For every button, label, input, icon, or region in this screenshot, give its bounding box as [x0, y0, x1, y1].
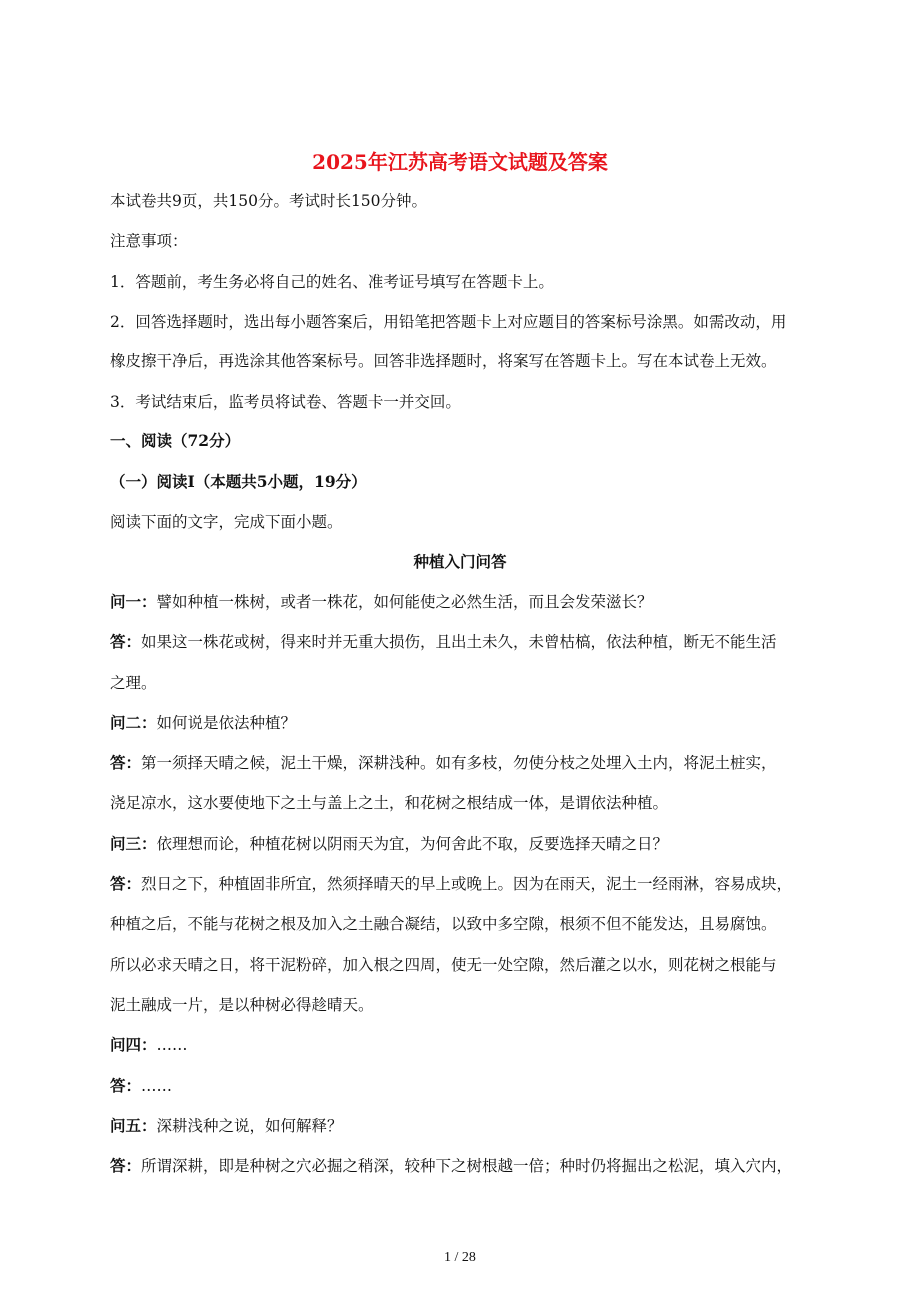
qa-text: 之理。 [110, 674, 157, 692]
qa-label: 答： [110, 874, 142, 893]
qa-text: 譬如种植一株树，或者一株花，如何能使之必然生活，而且会发荣滋长？ [156, 593, 653, 611]
section-heading: 一、阅读（72分） [110, 431, 241, 450]
qa-item [110, 753, 777, 773]
notice-item-2: 2．回答选择题时，选出每小题答案后，用铅笔把答题卡上对应题目的答案标号涂黑。如需改动，用 [110, 313, 787, 331]
qa-text: 如果这一株花或树，得来时并无重大损伤，且出土未久，未曾枯槁，依法种植，断无不能生活 [141, 633, 777, 651]
qa-item [110, 592, 653, 612]
page-indicator: 1 / 28 [444, 1250, 476, 1265]
qa-label: 问四： [110, 1035, 157, 1054]
qa-text: …… [141, 1077, 173, 1095]
qa-label: 答： [110, 753, 142, 772]
qa-label: 问三： [110, 834, 157, 853]
qa-item [110, 713, 296, 733]
qa-label: 问一： [110, 592, 157, 611]
intro-text: 本试卷共9页，共150分。考试时长150分钟。 [110, 192, 428, 210]
qa-text: …… [156, 1036, 188, 1054]
qa-item-cont [110, 793, 668, 813]
qa-item [110, 1116, 343, 1136]
subsection-heading: （一）阅读I（本题共5小题，19分） [110, 472, 367, 491]
instruction-text: 阅读下面的文字，完成下面小题。 [110, 513, 343, 531]
qa-text: 浇足凉水，这水要使地下之土与盖上之土，和花树之根结成一体，是谓依法种植。 [110, 794, 669, 812]
qa-text: 泥土融成一片，是以种树必得趁晴天。 [110, 996, 374, 1014]
notice-heading: 注意事项： [110, 232, 188, 250]
qa-label: 问二： [110, 713, 157, 732]
qa-text: 深耕浅种之说，如何解释？ [156, 1117, 343, 1135]
qa-label: 答： [110, 1076, 142, 1095]
qa-item [110, 834, 668, 854]
qa-label: 答： [110, 1156, 142, 1175]
qa-item [110, 1156, 792, 1176]
qa-label: 问五： [110, 1116, 157, 1135]
qa-text: 所谓深耕，即是种树之穴必掘之稍深，较种下之树根越一倍；种时仍将掘出之松泥，填入穴内， [141, 1157, 793, 1175]
notice-item-2-cont: 橡皮擦干净后，再选涂其他答案标号。回答非选择题时，将案写在答题卡上。写在本试卷上无效。 [110, 352, 777, 370]
qa-text: 如何说是依法种植？ [156, 714, 297, 732]
qa-item-cont [110, 914, 777, 934]
qa-item [110, 1035, 188, 1055]
qa-item [110, 874, 792, 894]
qa-label: 答： [110, 632, 142, 651]
notice-item-3: 3．考试结束后，监考员将试卷、答题卡一并交回。 [110, 393, 461, 411]
qa-text: 依理想而论，种植花树以阴雨天为宜，为何舍此不取，反要选择天晴之日？ [156, 835, 669, 853]
qa-item-cont [110, 995, 374, 1015]
qa-item-cont [110, 955, 777, 975]
qa-item [110, 1076, 172, 1096]
qa-item-cont [110, 673, 157, 693]
qa-text: 种植之后，不能与花树之根及加入之土融合凝结，以致中多空隙，根须不但不能发达，且易腐蚀。 [110, 915, 777, 933]
qa-text: 第一须择天晴之候，泥土干燥，深耕浅种。如有多枝，勿使分枝之处埋入土内，将泥土桩实， [141, 754, 777, 772]
article-title: 种植入门问答 [413, 552, 507, 571]
document-title: 2025年江苏高考语文试题及答案 [312, 150, 608, 174]
qa-item [110, 632, 777, 652]
qa-text: 所以必求天晴之日，将干泥粉碎，加入根之四周，使无一处空隙，然后灌之以水，则花树之根能与 [110, 956, 777, 974]
qa-text: 烈日之下，种植固非所宜，然须择晴天的早上或晚上。因为在雨天，泥土一经雨淋，容易成块， [141, 875, 793, 893]
notice-item-1: 1．答题前，考生务必将自己的姓名、准考证号填写在答题卡上。 [110, 273, 554, 291]
